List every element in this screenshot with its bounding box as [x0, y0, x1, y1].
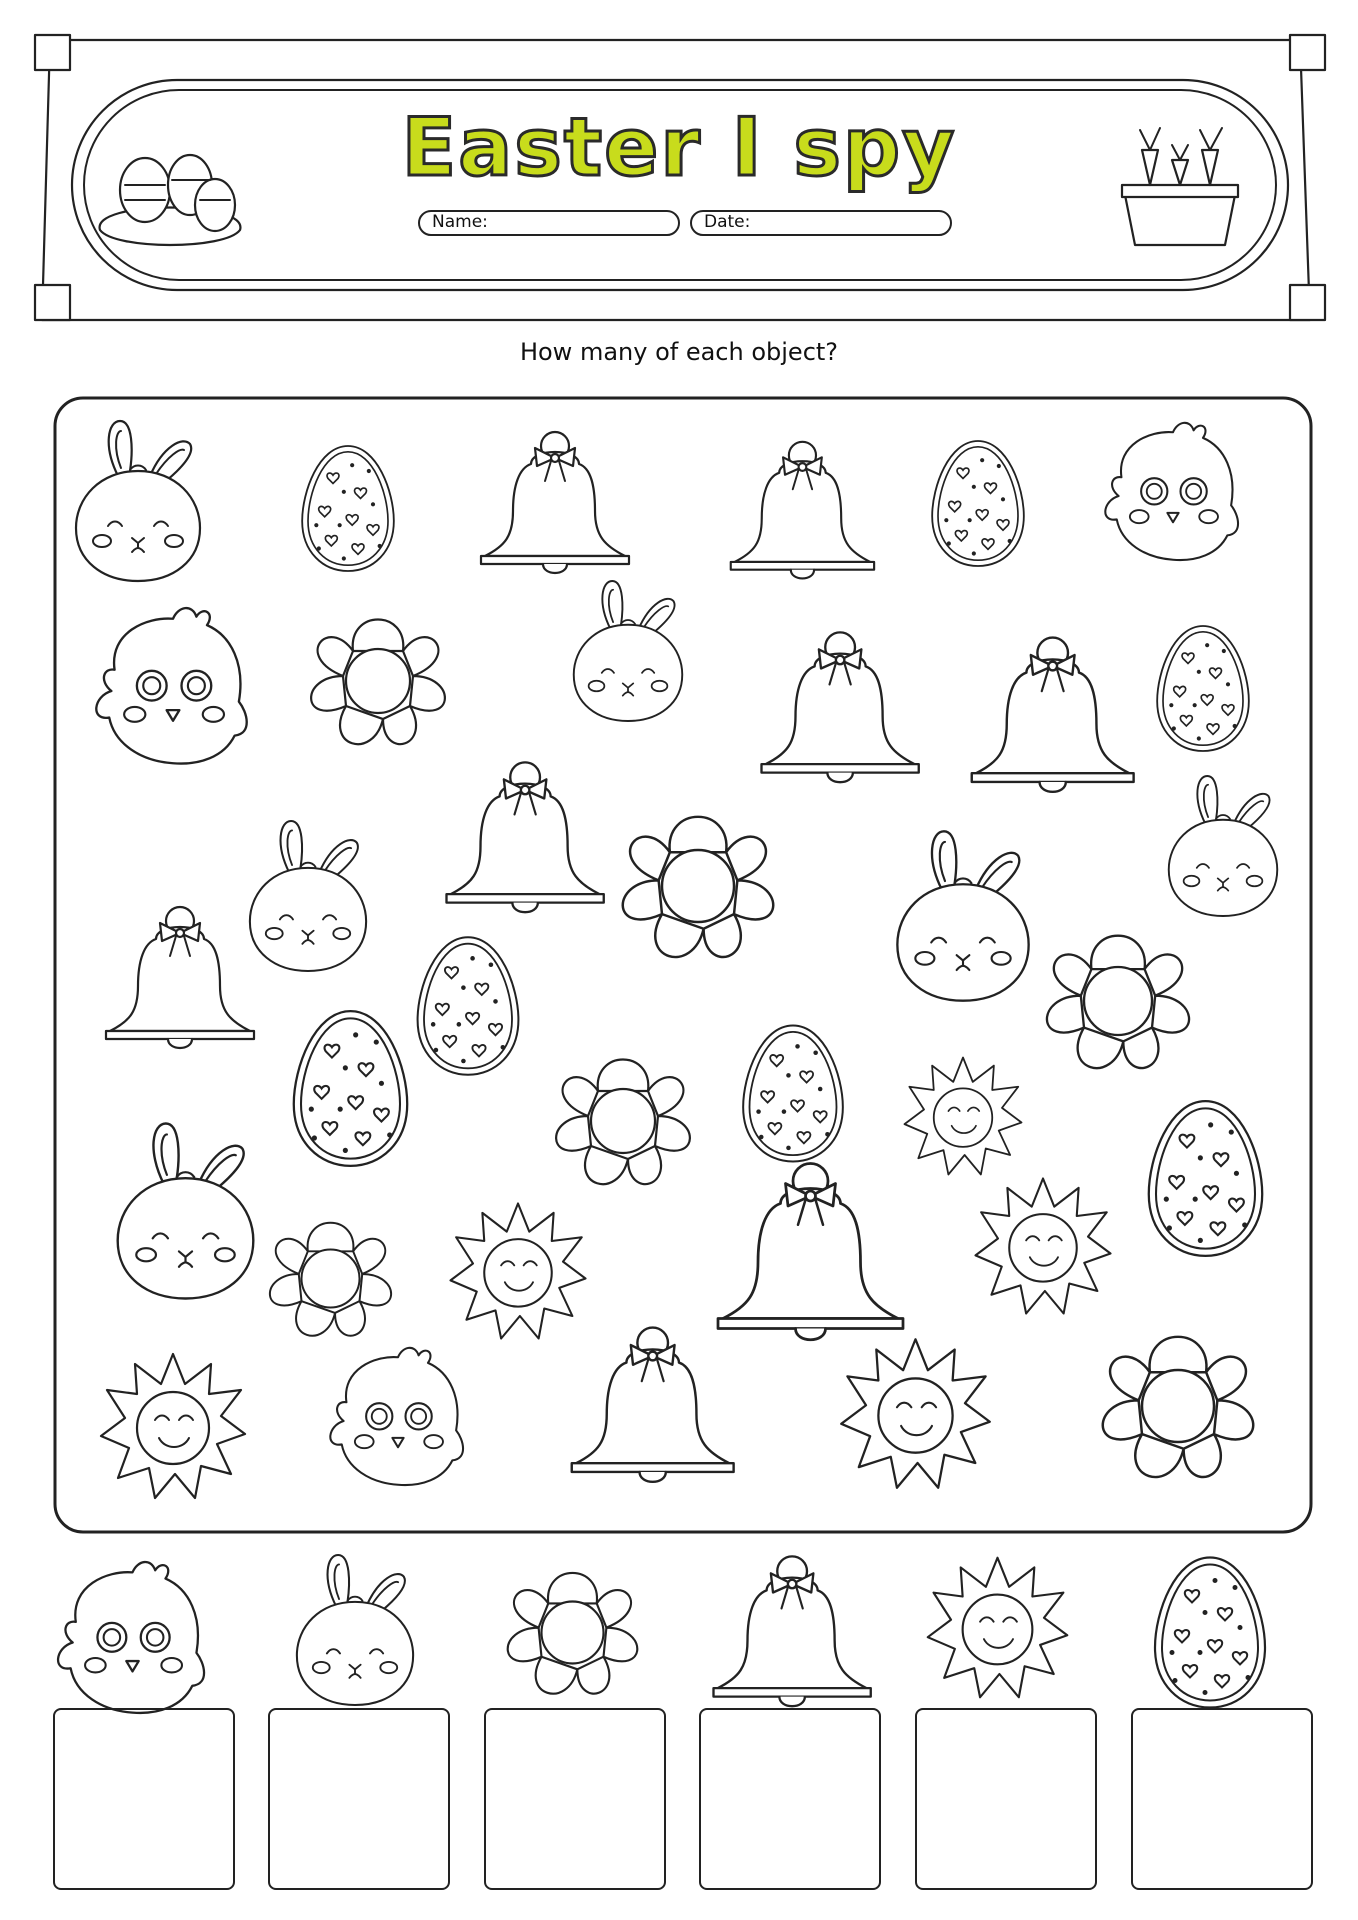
- answer-key-row: [40, 1550, 1330, 1725]
- flower-icon: [508, 1573, 638, 1694]
- flower-count-box[interactable]: [484, 1708, 666, 1890]
- name-field[interactable]: Name:: [418, 210, 680, 236]
- bunny-icon: [297, 1555, 413, 1705]
- instruction-text: How many of each object?: [519, 338, 839, 366]
- page-title: Easter I spy: [401, 101, 957, 194]
- i-spy-playfield: [53, 396, 1313, 1534]
- bell-count-box[interactable]: [699, 1708, 881, 1890]
- date-field[interactable]: Date:: [690, 210, 952, 236]
- bell-icon: [714, 1556, 871, 1706]
- chick-count-box[interactable]: [53, 1708, 235, 1890]
- sun-count-box[interactable]: [915, 1708, 1097, 1890]
- egg-icon: [1155, 1558, 1265, 1708]
- bunny-count-box[interactable]: [268, 1708, 450, 1890]
- egg-count-box[interactable]: [1131, 1708, 1313, 1890]
- sun-icon: [928, 1558, 1068, 1698]
- chick-icon: [58, 1562, 204, 1713]
